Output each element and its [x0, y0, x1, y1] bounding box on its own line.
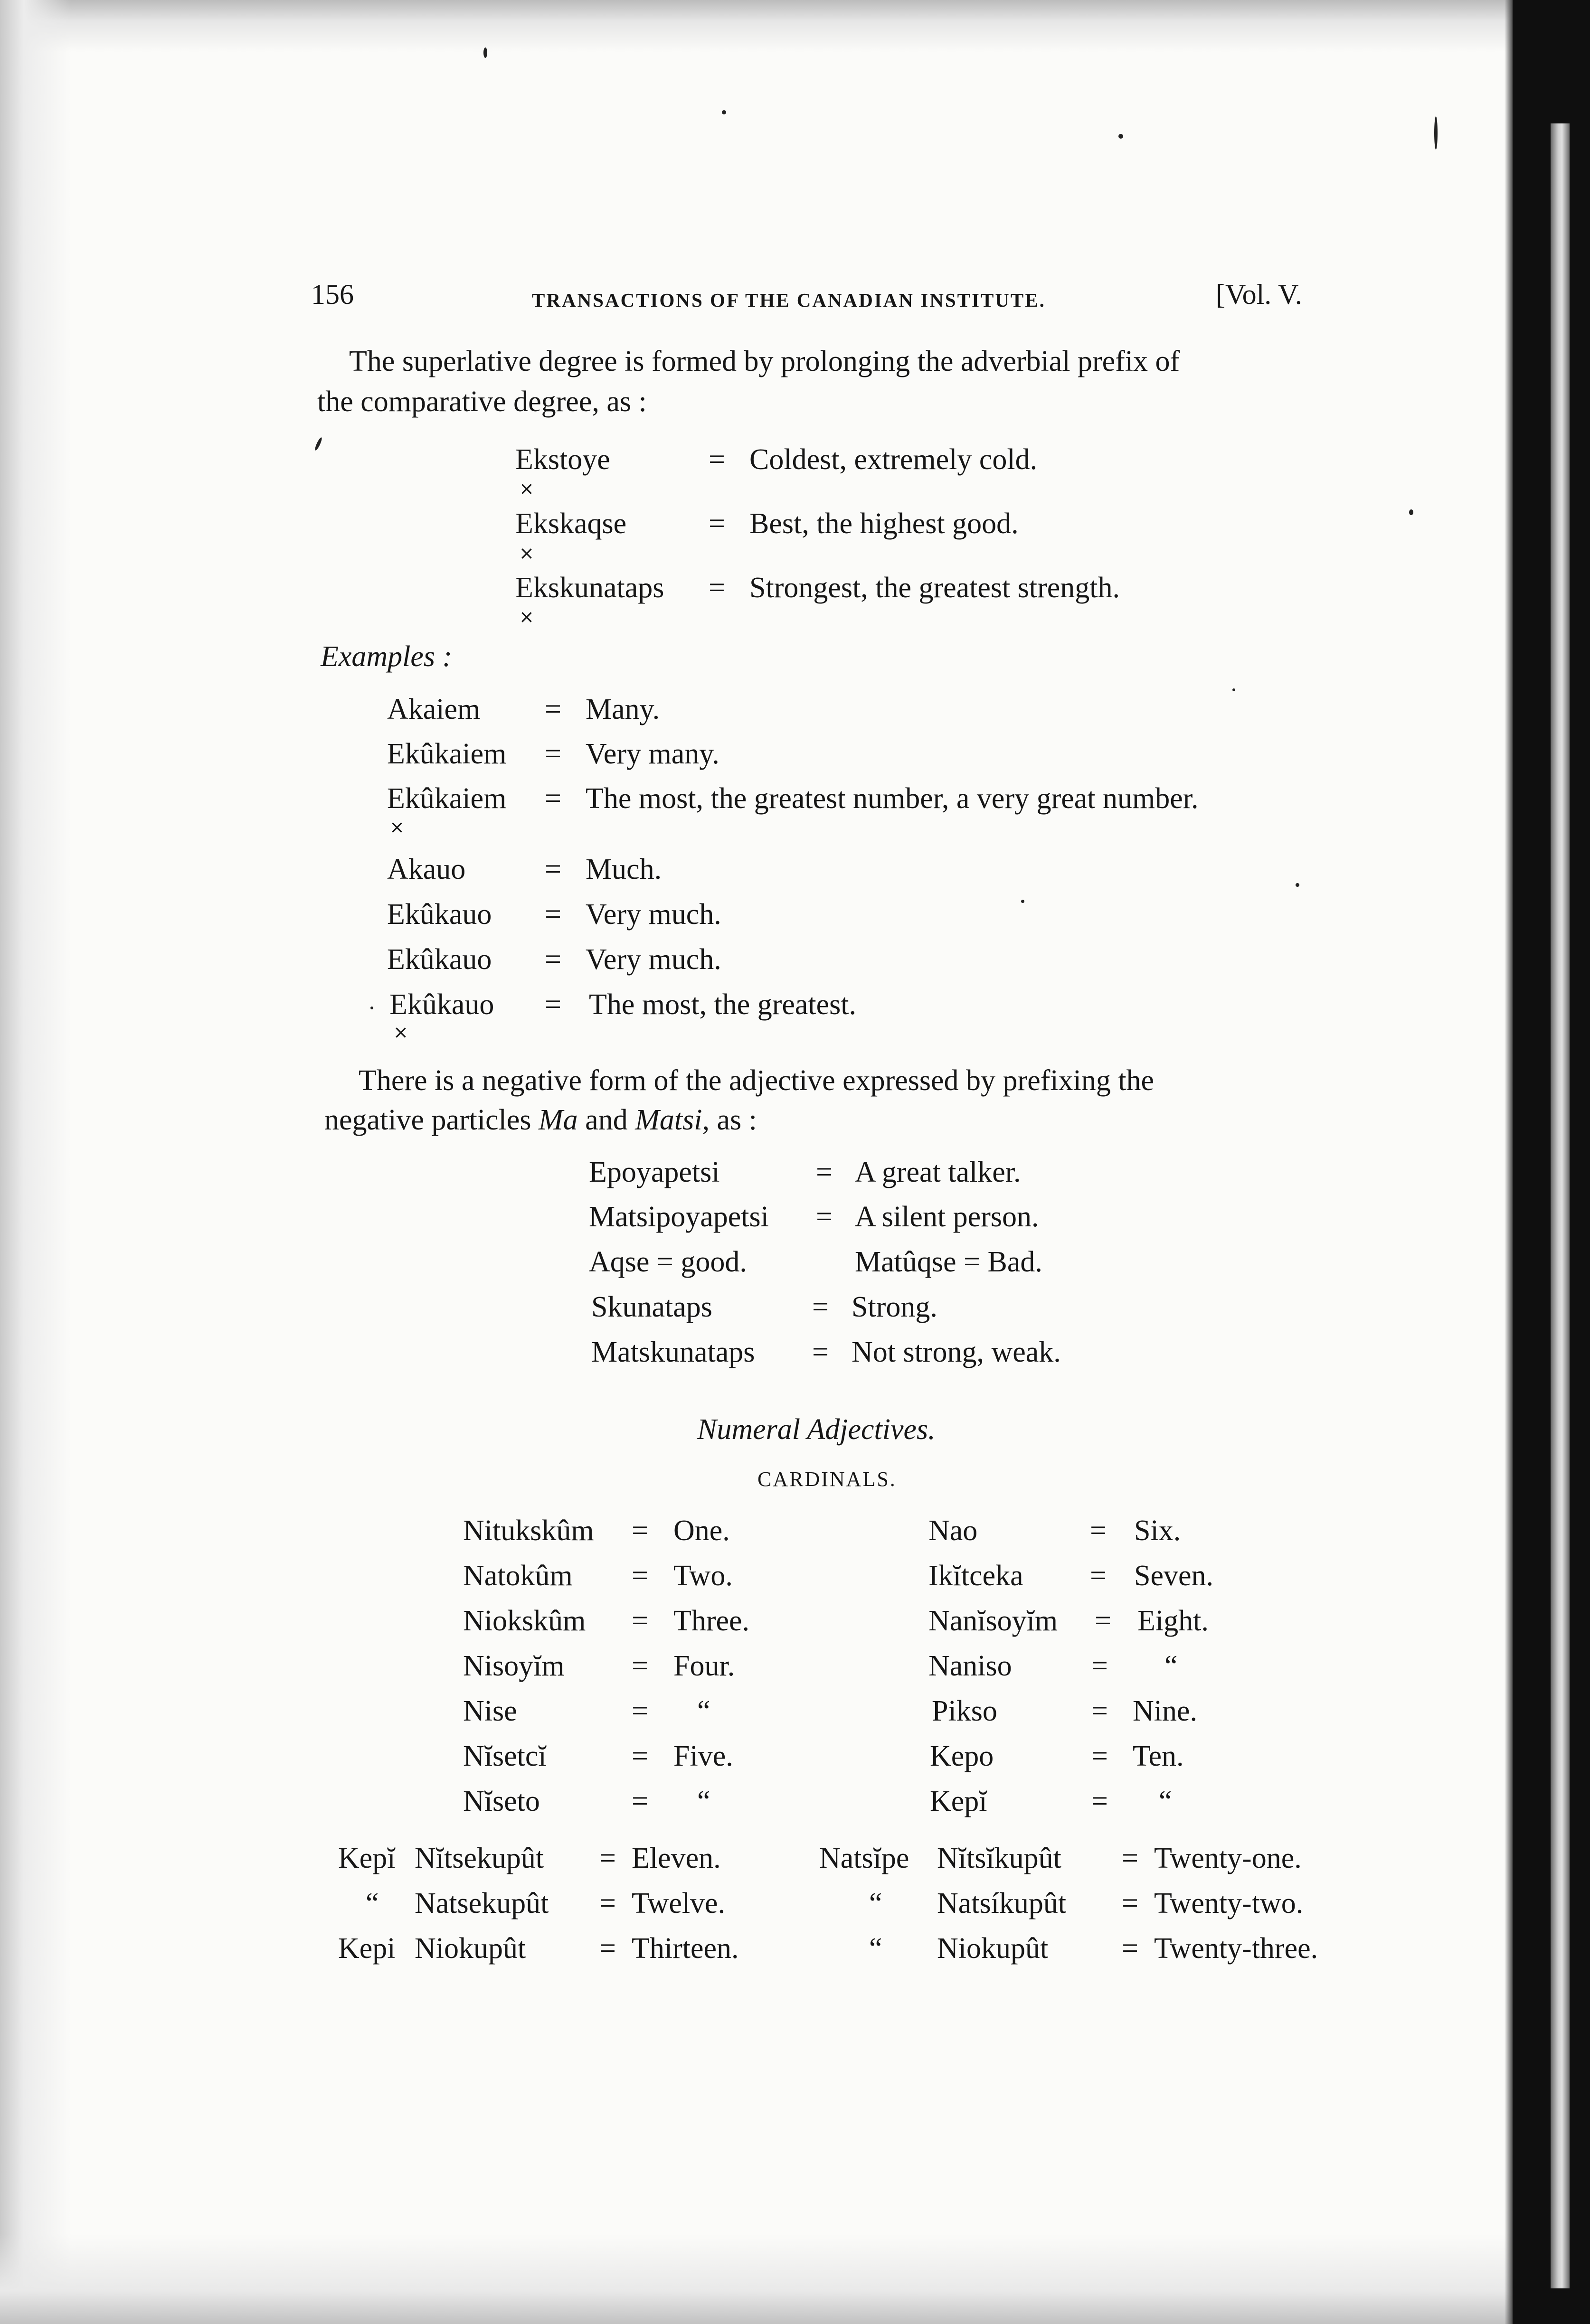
- equals-sign: =: [1091, 1740, 1108, 1772]
- numeral-meaning: Eight.: [1137, 1605, 1209, 1637]
- numeral-word: Nĭseto: [463, 1785, 540, 1817]
- facing-page-edge: [1551, 123, 1570, 2288]
- example-meaning: Many.: [586, 693, 660, 725]
- negative-word: Epoyapetsi: [589, 1156, 720, 1188]
- negative-meaning: A silent person.: [855, 1201, 1039, 1233]
- equals-sign: =: [632, 1695, 648, 1727]
- ditto-mark: “: [869, 1887, 882, 1919]
- negative-intro-line-1: There is a negative form of the adjective expressed by prefixing the: [359, 1064, 1155, 1097]
- equals-sign: =: [1091, 1785, 1108, 1817]
- negative-word: Matskunataps: [591, 1336, 755, 1368]
- teen-word: Natsekupût: [415, 1887, 549, 1919]
- twenty-word: Nĭtsĭkupût: [937, 1842, 1061, 1874]
- negative-word: Skunataps: [591, 1291, 712, 1323]
- numeral-word: Natokûm: [463, 1560, 573, 1592]
- negative-intro-and: and: [585, 1104, 628, 1136]
- scan-edge-bottom: [0, 2234, 1590, 2324]
- equals-sign: =: [599, 1842, 616, 1874]
- superlative-word: Ekskunataps: [515, 572, 664, 604]
- scan-speck: [1021, 900, 1024, 903]
- equals-sign: =: [1122, 1842, 1138, 1874]
- equals-sign: =: [1090, 1560, 1107, 1592]
- example-meaning: The most, the greatest.: [589, 988, 856, 1021]
- scan-speck: [1434, 116, 1438, 150]
- twenty-meaning: Twenty-three.: [1154, 1932, 1318, 1965]
- example-word: Ekûkauo: [387, 898, 492, 931]
- scan-speck: [314, 437, 323, 451]
- equals-sign: =: [1122, 1932, 1138, 1965]
- accent-mark: ×: [519, 606, 534, 627]
- ditto-mark: “: [697, 1695, 710, 1727]
- numeral-meaning: Nine.: [1133, 1695, 1198, 1727]
- equals-sign: =: [1090, 1515, 1107, 1547]
- numeral-meaning: Two.: [673, 1560, 733, 1592]
- particle-matsi: Matsi: [635, 1104, 702, 1136]
- scan-speck: [370, 1007, 373, 1009]
- equals-sign: =: [632, 1515, 648, 1547]
- ditto-mark: “: [869, 1932, 882, 1965]
- numeral-word: Kepo: [930, 1740, 994, 1772]
- numeral-word: Nanĭsoyĭm: [928, 1605, 1058, 1637]
- teen-meaning: Thirteen.: [632, 1932, 739, 1965]
- negative-meaning: Strong.: [852, 1291, 937, 1323]
- superlative-word: Ekstoye: [515, 443, 610, 476]
- example-meaning: Very much.: [586, 943, 721, 976]
- equals-sign: =: [599, 1887, 616, 1919]
- numeral-word: Nisoyĭm: [463, 1650, 565, 1682]
- equals-sign: =: [599, 1932, 616, 1965]
- accent-mark: ×: [519, 543, 534, 564]
- numeral-meaning: Three.: [673, 1605, 750, 1637]
- equals-sign: =: [812, 1336, 829, 1368]
- numeral-meaning: Four.: [673, 1650, 735, 1682]
- numeral-word: Niokskûm: [463, 1605, 586, 1637]
- twenty-word: Niokupût: [937, 1932, 1049, 1965]
- cardinals-subheading: CARDINALS.: [757, 1468, 897, 1491]
- equals-sign: =: [1091, 1695, 1108, 1727]
- equals-sign: =: [632, 1560, 648, 1592]
- examples-label: Examples :: [321, 640, 453, 673]
- accent-mark: ×: [389, 817, 405, 837]
- twenty-prefix: Natsĭpe: [819, 1842, 909, 1874]
- teen-meaning: Eleven.: [632, 1842, 721, 1874]
- scan-speck: [1409, 509, 1413, 515]
- example-word: Akaiem: [387, 693, 481, 725]
- particle-ma: Ma: [539, 1104, 578, 1136]
- equals-sign: =: [709, 508, 725, 540]
- superlative-word: Ekskaqse: [515, 508, 627, 540]
- superlative-intro-line-2: the comparative degree, as :: [317, 386, 647, 418]
- equals-sign: =: [1095, 1605, 1111, 1637]
- example-meaning: Much.: [586, 853, 662, 885]
- scan-speck: [483, 47, 487, 58]
- equals-sign: =: [545, 853, 561, 885]
- example-word: Ekûkaiem: [387, 738, 507, 770]
- volume-label: [Vol. V.: [1216, 279, 1302, 310]
- numeral-meaning: Seven.: [1134, 1560, 1214, 1592]
- equals-sign: =: [545, 943, 561, 976]
- equals-sign: =: [545, 782, 561, 815]
- twenty-meaning: Twenty-one.: [1154, 1842, 1302, 1874]
- accent-mark: ×: [393, 1022, 408, 1043]
- example-word: Ekûkauo: [387, 943, 492, 976]
- superlative-meaning: Strongest, the greatest strength.: [749, 572, 1120, 604]
- numeral-word: Naniso: [928, 1650, 1012, 1682]
- ditto-mark: “: [1164, 1650, 1178, 1682]
- equals-sign: =: [632, 1785, 648, 1817]
- twenty-meaning: Twenty-two.: [1154, 1887, 1304, 1919]
- accent-mark: ×: [519, 478, 534, 499]
- scan-speck: [1232, 688, 1235, 691]
- journal-title: TRANSACTIONS OF THE CANADIAN INSTITUTE.: [532, 289, 1046, 311]
- numeral-meaning: One.: [673, 1515, 730, 1547]
- example-word: Ekûkaiem: [387, 782, 507, 815]
- page-number: 156: [311, 279, 354, 310]
- equals-sign: =: [816, 1201, 833, 1233]
- equals-sign: =: [632, 1605, 648, 1637]
- numeral-word: Kepĭ: [930, 1785, 987, 1817]
- teen-prefix: Kepi: [338, 1932, 396, 1965]
- teen-prefix: Kepĭ: [338, 1842, 396, 1874]
- equals-sign: =: [545, 988, 561, 1021]
- negative-intro-line-2: [324, 1105, 757, 1135]
- numeral-meaning: Ten.: [1133, 1740, 1184, 1772]
- negative-meaning: Not strong, weak.: [852, 1336, 1061, 1368]
- equals-sign: =: [545, 693, 561, 725]
- numeral-word: Nitukskûm: [463, 1515, 594, 1547]
- scan-edge-top: [0, 0, 1590, 52]
- equals-sign: =: [1091, 1650, 1108, 1682]
- numeral-word: Nĭsetcĭ: [463, 1740, 547, 1772]
- book-gutter-shadow: [1505, 0, 1513, 2324]
- numeral-word: Nao: [928, 1515, 978, 1547]
- scan-speck: [1296, 883, 1299, 887]
- scan-speck: [722, 110, 726, 114]
- superlative-meaning: Coldest, extremely cold.: [749, 443, 1038, 476]
- equals-sign: =: [545, 898, 561, 931]
- negative-word: Matsipoyapetsi: [589, 1201, 769, 1233]
- numeral-adjectives-heading: Numeral Adjectives.: [697, 1413, 936, 1446]
- numeral-word: Ikĭtceka: [928, 1560, 1023, 1592]
- teen-meaning: Twelve.: [632, 1887, 726, 1919]
- superlative-meaning: Best, the highest good.: [749, 508, 1019, 540]
- example-meaning: Very much.: [586, 898, 721, 931]
- ditto-mark: “: [1159, 1785, 1172, 1817]
- negative-meaning: Matûqse = Bad.: [855, 1246, 1042, 1278]
- negative-intro-tail: , as :: [702, 1104, 757, 1136]
- negative-word: Aqse = good.: [589, 1246, 747, 1278]
- example-word: Akauo: [387, 853, 466, 885]
- ditto-mark: “: [366, 1887, 379, 1919]
- equals-sign: =: [812, 1291, 829, 1323]
- equals-sign: =: [632, 1650, 648, 1682]
- ditto-mark: “: [697, 1785, 710, 1817]
- example-meaning: The most, the greatest number, a very great number.: [586, 782, 1199, 815]
- twenty-word: Natsíkupût: [937, 1887, 1067, 1919]
- numeral-word: Pikso: [932, 1695, 997, 1727]
- equals-sign: =: [709, 572, 725, 604]
- equals-sign: =: [632, 1740, 648, 1772]
- equals-sign: =: [1122, 1887, 1138, 1919]
- negative-meaning: A great talker.: [855, 1156, 1021, 1188]
- negative-intro-text: negative particles: [324, 1104, 531, 1136]
- equals-sign: =: [816, 1156, 833, 1188]
- equals-sign: =: [709, 443, 725, 476]
- scan-speck: [1118, 134, 1123, 139]
- example-word: Ekûkauo: [389, 988, 494, 1021]
- scan-edge-left: [0, 0, 71, 2324]
- teen-word: Niokupût: [415, 1932, 526, 1965]
- example-meaning: Very many.: [586, 738, 719, 770]
- superlative-intro-line-1: The superlative degree is formed by prolonging the adverbial prefix of: [349, 345, 1180, 377]
- numeral-word: Nise: [463, 1695, 517, 1727]
- equals-sign: =: [545, 738, 561, 770]
- numeral-meaning: Six.: [1134, 1515, 1181, 1547]
- numeral-meaning: Five.: [673, 1740, 733, 1772]
- teen-word: Nĭtsekupût: [415, 1842, 544, 1874]
